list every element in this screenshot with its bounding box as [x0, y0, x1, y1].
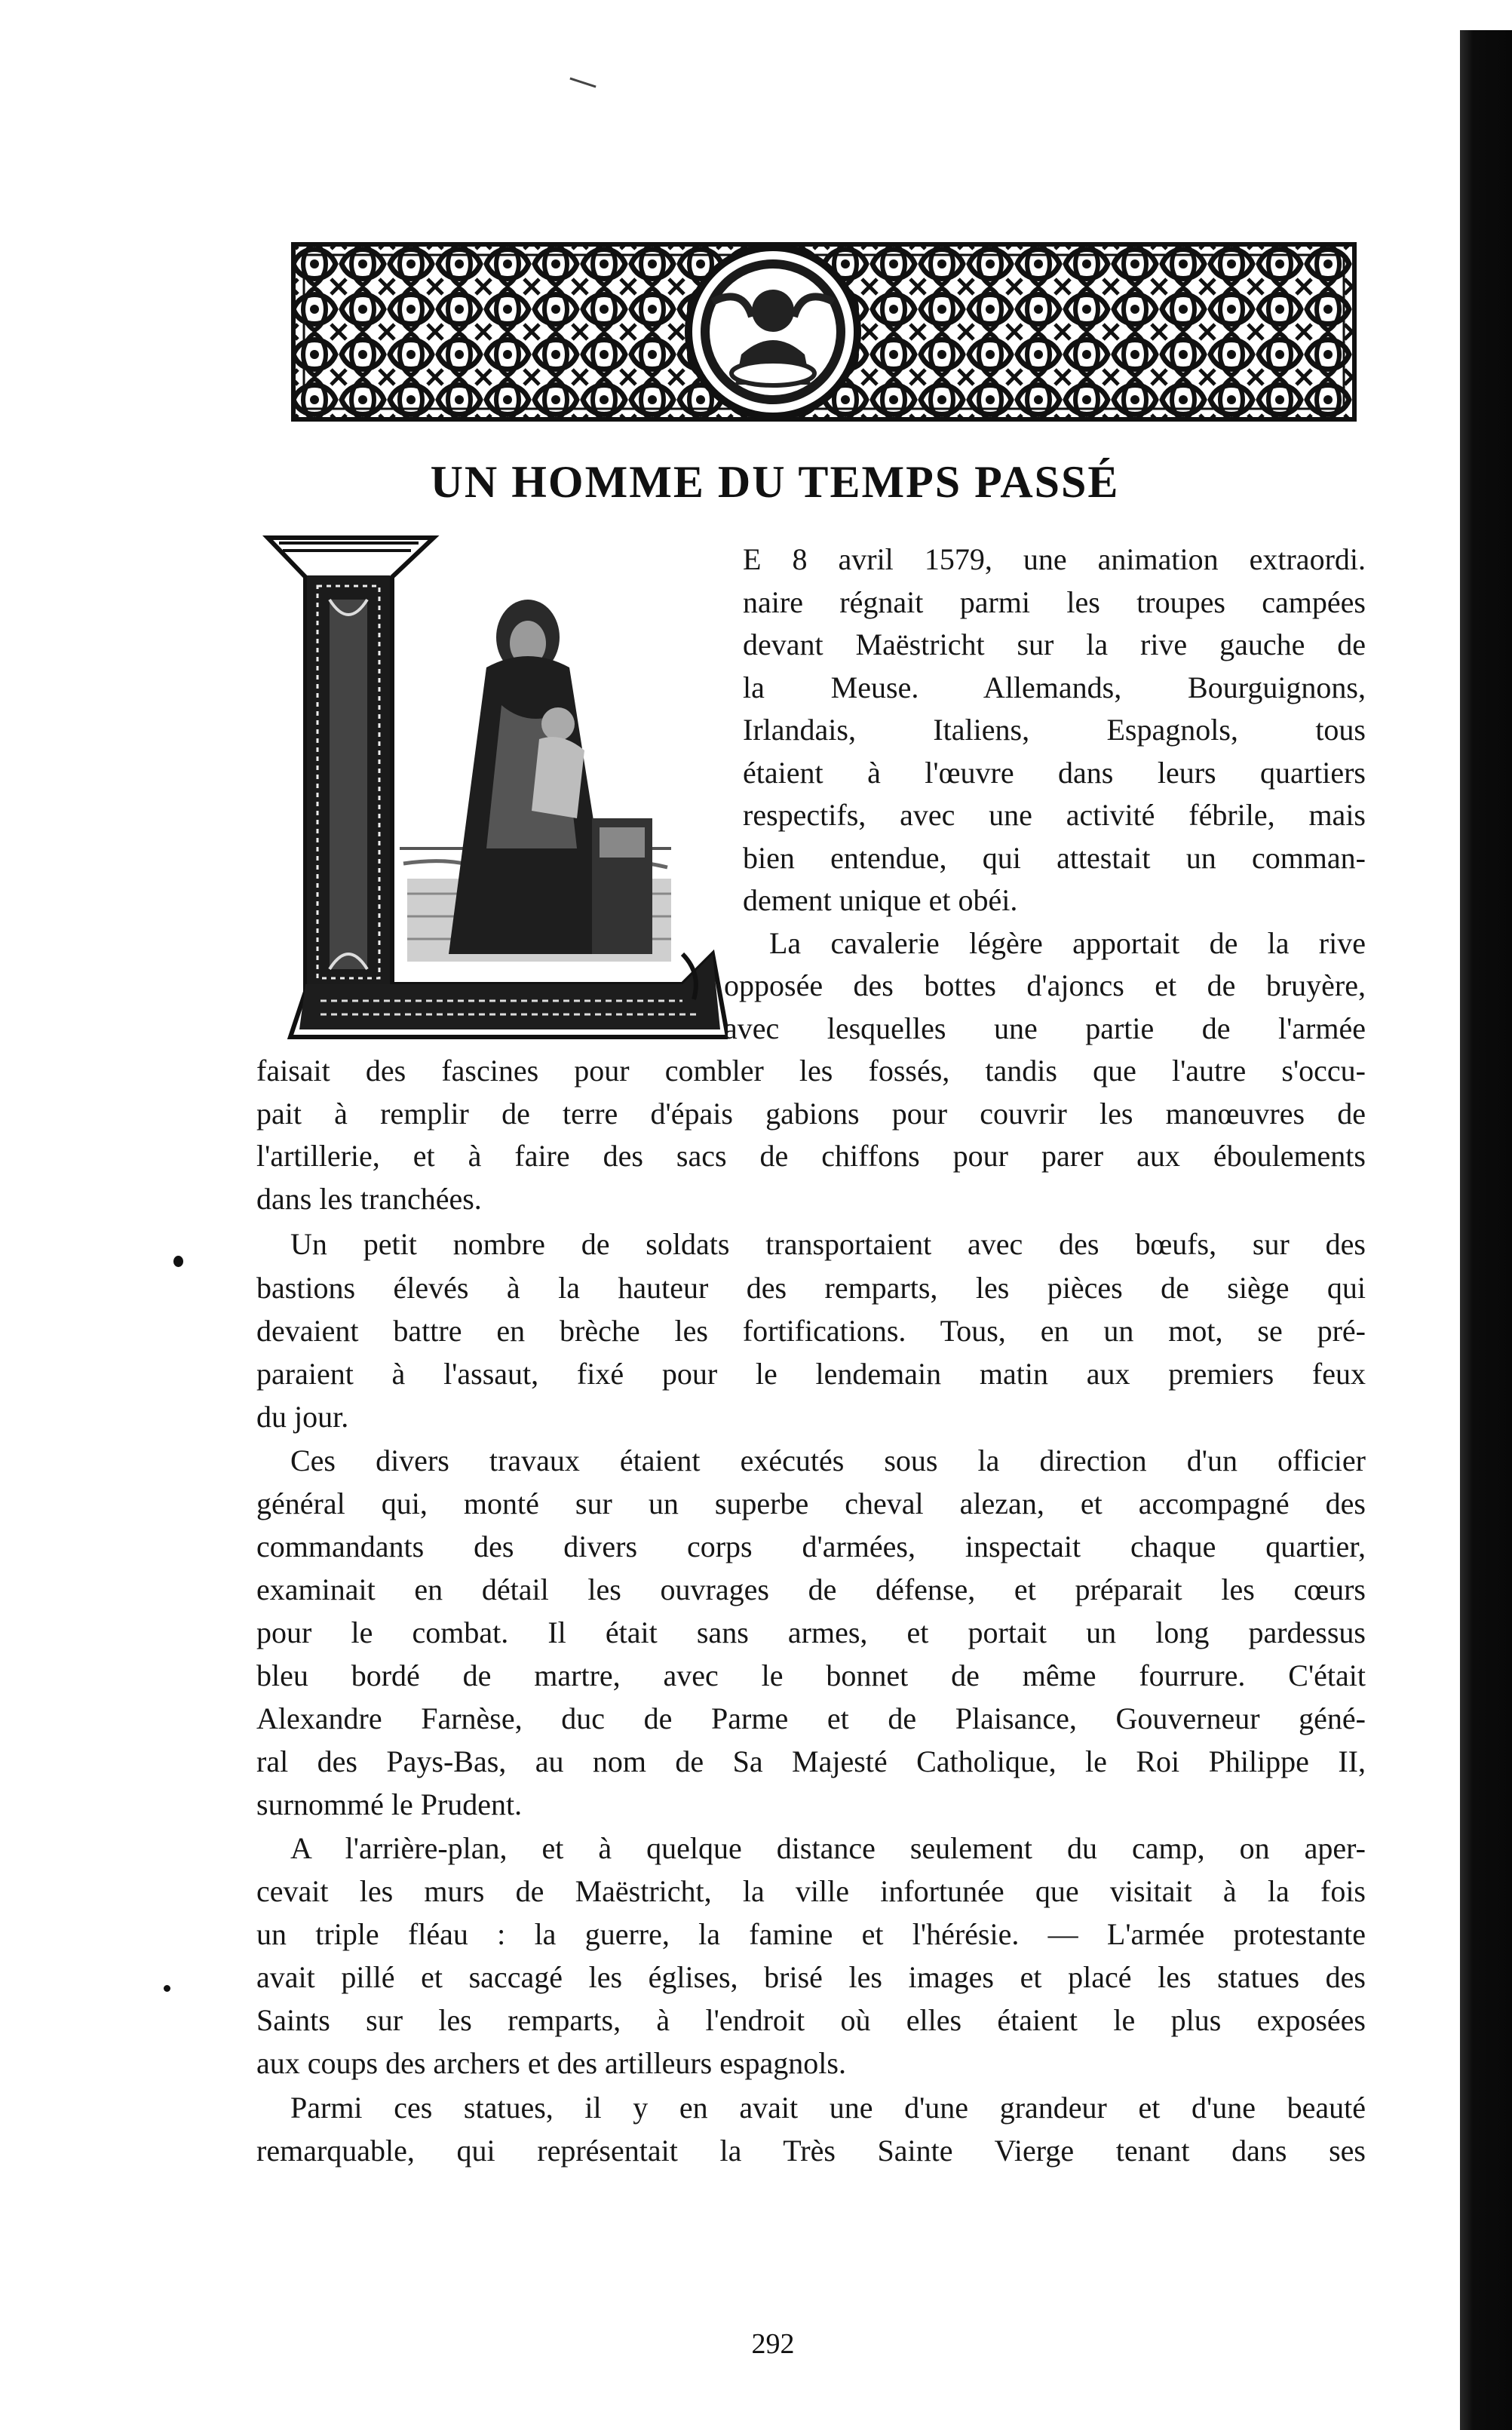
text-line: devaient battre en brèche les fortifications. Tous, en un mot, se pré- — [256, 1314, 1366, 1348]
text-line: pait à remplir de terre d'épais gabions pour couvrir les manœuvres de — [256, 1097, 1366, 1131]
text-line: respectifs, avec une activité fébrile, mais — [743, 798, 1366, 832]
text-line: A l'arrière-plan, et à quelque distance seulement du camp, on aper- — [290, 1831, 1366, 1865]
text-line: l'artillerie, et à faire des sacs de chiffons pour parer aux éboulements — [256, 1139, 1366, 1173]
text-line: pour le combat. Il était sans armes, et portait un long pardessus — [256, 1615, 1366, 1649]
page-number: 292 — [751, 2328, 795, 2360]
ink-speck — [164, 1985, 170, 1992]
text-line: devant Maëstricht sur la rive gauche de — [743, 627, 1366, 661]
text-line: Un petit nombre de soldats transportaient avec des bœufs, sur des — [290, 1227, 1366, 1261]
text-line: cevait les murs de Maëstricht, la ville infortunée que visitait à la fois — [256, 1874, 1366, 1908]
text-line: commandants des divers corps d'armées, inspectait chaque quartier, — [256, 1529, 1366, 1563]
text-line: Alexandre Farnèse, duc de Parme et de Plaisance, Gouverneur géné- — [256, 1701, 1366, 1735]
text-line: un triple fléau : la guerre, la famine et l'hérésie. — L'armée protestante — [256, 1917, 1366, 1951]
text-line: aux coups des archers et des artilleurs espagnols. — [256, 2046, 846, 2080]
ink-speck — [173, 1256, 183, 1267]
text-line: dans les tranchées. — [256, 1182, 482, 1216]
illuminated-initial — [260, 532, 728, 1041]
text-line: bastions élevés à la hauteur des remparts, les pièces de siège qui — [256, 1271, 1366, 1305]
text-line: Irlandais, Italiens, Espagnols, tous — [743, 713, 1366, 747]
text-line: examinait en détail les ouvrages de défense, et préparait les cœurs — [256, 1572, 1366, 1606]
text-line: remarquable, qui représentait la Très Sainte Vierge tenant dans ses — [256, 2134, 1366, 2168]
madonna-and-child-initial-icon — [260, 532, 728, 1041]
text-line: dement unique et obéi. — [743, 883, 1018, 917]
text-line: Ces divers travaux étaient exécutés sous la direction d'un officier — [290, 1444, 1366, 1477]
text-line: bien entendue, qui attestait un comman- — [743, 841, 1366, 875]
text-line: E 8 avril 1579, une animation extraordi. — [743, 542, 1366, 576]
text-line: faisait des fascines pour combler les fossés, tandis que l'autre s'occu- — [256, 1054, 1366, 1088]
page-title: UN HOMME DU TEMPS PASSÉ — [430, 457, 1120, 507]
text-line: général qui, monté sur un superbe cheval alezan, et accompagné des — [256, 1487, 1366, 1520]
text-line: bleu bordé de martre, avec le bonnet de même fourrure. C'était — [256, 1658, 1366, 1692]
text-line: ral des Pays-Bas, au nom de Sa Majesté Catholique, le Roi Philippe II, — [256, 1744, 1366, 1778]
text-line: du jour. — [256, 1400, 349, 1434]
scan-edge-shadow — [1460, 30, 1512, 2430]
text-line: La cavalerie légère apportait de la rive — [769, 926, 1366, 960]
text-line: naire régnait parmi les troupes campées — [743, 585, 1366, 619]
text-line: la Meuse. Allemands, Bourguignons, — [743, 670, 1366, 704]
text-line: avait pillé et saccagé les églises, brisé les images et placé les statues des — [256, 1960, 1366, 1994]
text-line: Saints sur les remparts, à l'endroit où elles étaient le plus exposées — [256, 2003, 1366, 2037]
text-line: paraient à l'assaut, fixé pour le lendemain matin aux premiers feux — [256, 1357, 1366, 1391]
text-line: étaient à l'œuvre dans leurs quartiers — [743, 756, 1366, 790]
text-line: surnommé le Prudent. — [256, 1787, 523, 1821]
text-line: Parmi ces statues, il y en avait une d'une grandeur et d'une beauté — [290, 2091, 1366, 2125]
text-line: opposée des bottes d'ajoncs et de bruyère, — [724, 968, 1366, 1002]
ornamental-headpiece — [290, 241, 1357, 422]
knotwork-ornament-icon — [290, 241, 1357, 422]
text-line: avec lesquelles une partie de l'armée — [724, 1011, 1366, 1045]
ink-mark — [569, 78, 596, 88]
